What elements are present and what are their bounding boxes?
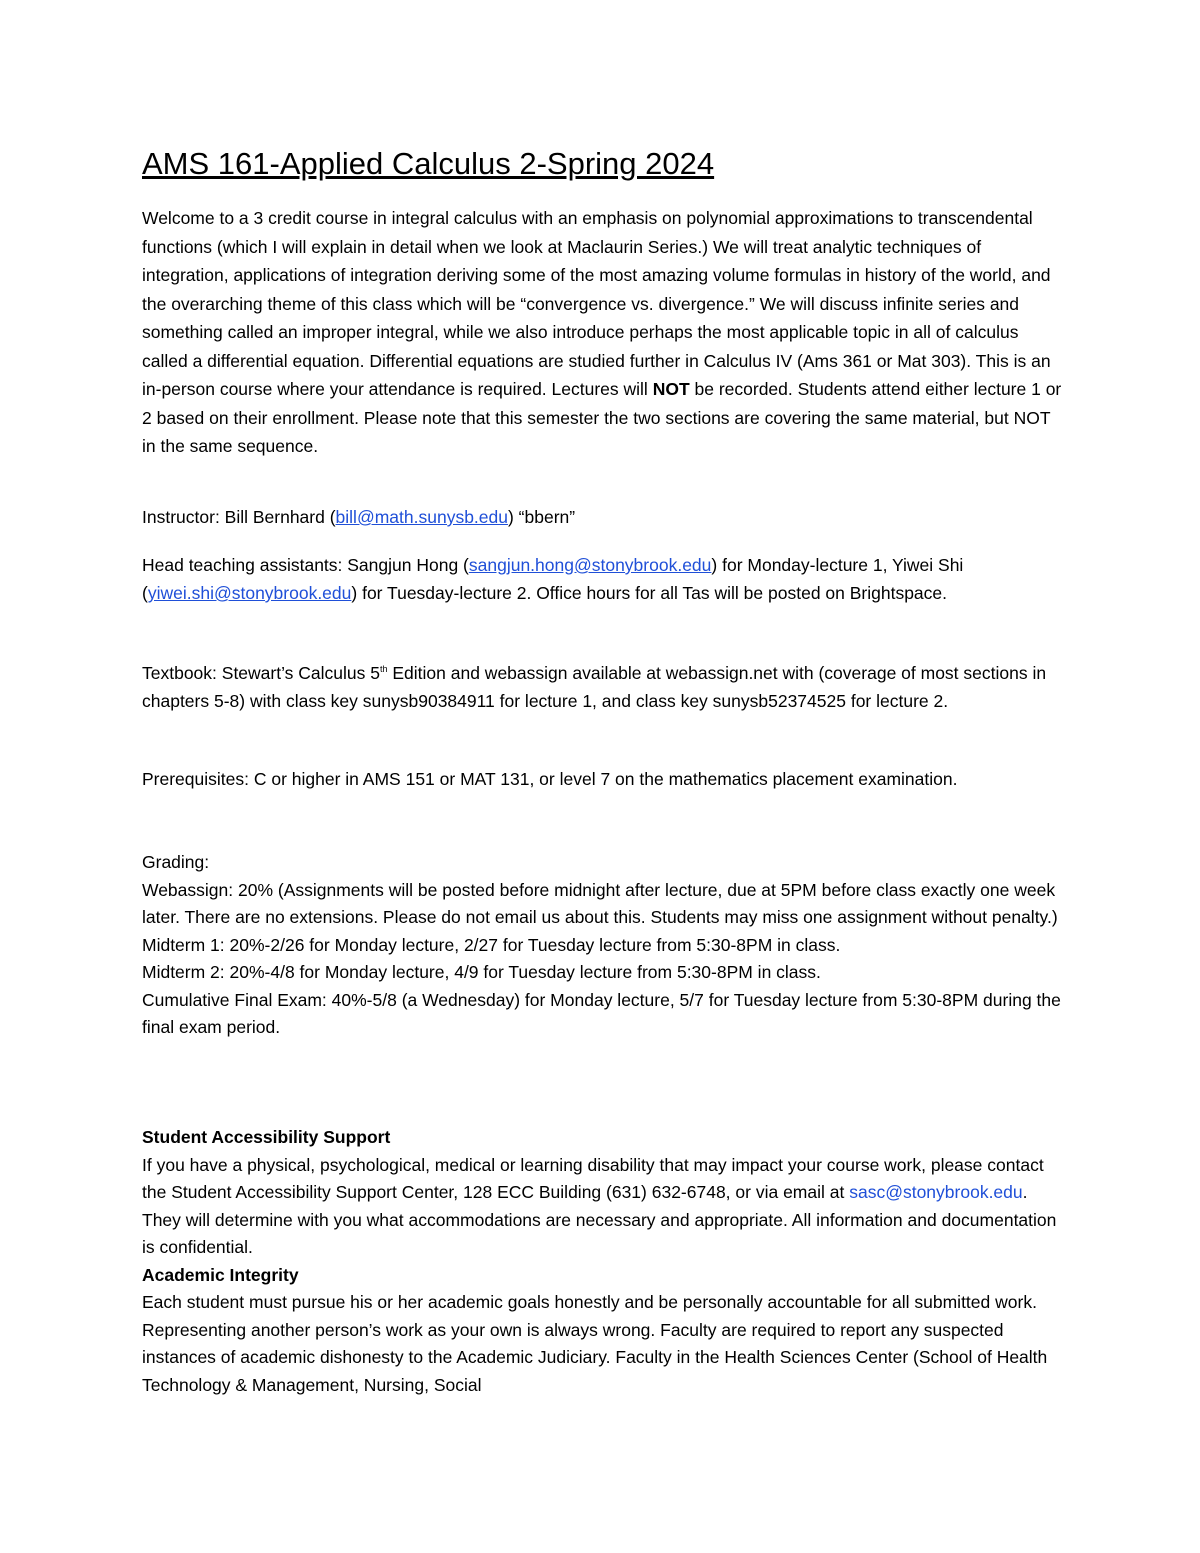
intro-emphasis: NOT xyxy=(652,379,690,399)
intro-text-continued: be recorded. Students attend either lecture 1 or 2 based on their enrollment. Please note that this semester the two sections are covering the same material, but NOT in the same sequence. xyxy=(142,379,1062,456)
textbook-paragraph xyxy=(142,655,1062,715)
instructor-nickname: ) “bbern” xyxy=(507,507,576,527)
intro-text: Welcome to a 3 credit course in integral calculus with an emphasis on polynomial approximations to transcendental functions (which I will explain in detail when we look at Maclaurin Series.) We will treat analytic techniques of integration, applications of integration deriving some of the most amazing volume formulas in history of the world, and the overarching theme of this class which will be “convergence vs. divergence.” We will discuss infinite series and something called an improper integral, while we also introduce perhaps the most applicable topic in all of calculus called a differential equation. Differential equations are studied further in Calculus IV (Ams 361 or Mat 303). This is an in-person course where your attendance is required. Lectures will xyxy=(142,208,1051,399)
ta-label: Head teaching assistants: Sangjun Hong ( xyxy=(142,555,469,575)
grading-webassign: Webassign: 20% (Assignments will be posted before midnight after lecture, due at 5PM before class exactly one week later. There are no extensions. Please do not email us about this. Students may miss one assignment without penalty.) xyxy=(142,879,1058,927)
teaching-assistants-paragraph xyxy=(142,551,1062,607)
textbook-ordinal: th xyxy=(380,664,388,674)
page-title: AMS 161-Applied Calculus 2-Spring 2024 xyxy=(142,146,715,181)
accessibility-email-link[interactable]: sasc@stonybrook.edu xyxy=(849,1182,1023,1202)
accessibility-text: If you have a physical, psychological, medical or learning disability that may impact your course work, please contact the Student Accessibility Support Center, 128 ECC Building (631) 632-6748, or via email at xyxy=(142,1154,1044,1202)
instructor-line xyxy=(142,503,1062,531)
ta-email-link-2[interactable]: yiwei.shi@stonybrook.edu xyxy=(147,583,352,603)
grading-section xyxy=(142,849,1062,1042)
integrity-body: Each student must pursue his or her academic goals honestly and be personally accountable for all submitted work. Representing another person’s work as your own is always wrong. Faculty are required to report any suspected instances of academic dishonesty to the Academic Judiciary. Faculty in the Health Sciences Center (School of Health Technology & Management, Nursing, Social xyxy=(142,1292,1048,1395)
grading-midterm-2: Midterm 2: 20%-4/8 for Monday lecture, 4/9 for Tuesday lecture from 5:30-8PM in class. xyxy=(142,962,821,982)
grading-heading: Grading: xyxy=(142,852,210,872)
ta-text-middle: ) for Monday-lecture 1, Yiwei Shi ( xyxy=(142,555,964,603)
textbook-text-continued: Edition and webassign available at webassign.net with (coverage of most sections in chapters 5-8) with class key sunysb90384911 for lecture 1, and class key sunysb52374525 for lecture 2. xyxy=(142,662,1047,711)
grading-final-exam: Cumulative Final Exam: 40%-5/8 (a Wednesday) for Monday lecture, 5/7 for Tuesday lecture from 5:30-8PM during the final exam period. xyxy=(142,989,1061,1037)
grading-midterm-1: Midterm 1: 20%-2/26 for Monday lecture, 2/27 for Tuesday lecture from 5:30-8PM in class. xyxy=(142,934,841,955)
textbook-text: Textbook: Stewart’s Calculus 5 xyxy=(142,662,380,683)
ta-text-suffix: ) for Tuesday-lecture 2. Office hours for all Tas will be posted on Brightspace. xyxy=(351,583,948,603)
accessibility-text-continued: . They will determine with you what accommodations are necessary and appropriate. All information and documentation is confidential. xyxy=(142,1182,1057,1257)
accessibility-body xyxy=(142,1152,1062,1262)
instructor-label: Instructor: Bill Bernhard ( xyxy=(142,507,336,527)
accessibility-section xyxy=(142,1124,1062,1399)
integrity-heading: Academic Integrity xyxy=(142,1264,299,1285)
prerequisites-paragraph: Prerequisites: C or higher in AMS 151 or MAT 131, or level 7 on the mathematics placement examination. xyxy=(142,769,958,789)
ta-email-link-1[interactable]: sangjun.hong@stonybrook.edu xyxy=(468,555,712,575)
instructor-email-link[interactable]: bill@math.sunysb.edu xyxy=(335,507,508,527)
accessibility-heading: Student Accessibility Support xyxy=(142,1127,391,1147)
intro-paragraph xyxy=(142,204,1062,461)
